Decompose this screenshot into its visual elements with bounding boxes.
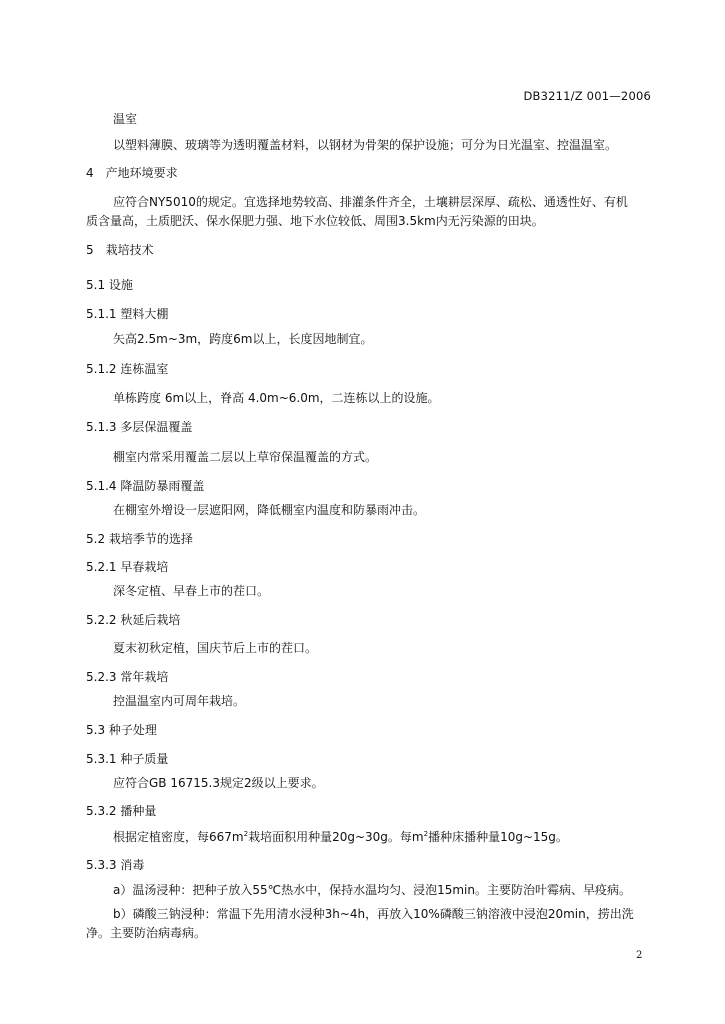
section-5-3-2-heading: 5.3.2 播种量 <box>86 804 157 818</box>
section-5-3-1-heading: 5.3.1 种子质量 <box>86 752 169 766</box>
section-5-heading: 5 栽培技术 <box>86 243 154 257</box>
seeding-rate-part3: 播种床播种量10g~15g。 <box>428 830 568 844</box>
section-5-3-3-item-b-line1: b）磷酸三钠浸种：常温下先用清水浸种3h~4h，再放入10%磷酸三钠溶液中浸泡20min，捞出洗 <box>113 907 634 921</box>
seeding-rate-part1: 根据定植密度，每667m <box>113 830 244 844</box>
section-5-2-3-text: 控温温室内可周年栽培。 <box>113 694 246 708</box>
section-5-2-2-text: 夏末初秋定植，国庆节后上市的茬口。 <box>113 641 318 655</box>
section-5-3-3-heading: 5.3.3 消毒 <box>86 858 145 872</box>
section-5-3-heading: 5.3 种子处理 <box>86 723 157 737</box>
section-5-1-3-heading: 5.1.3 多层保温覆盖 <box>86 420 193 434</box>
term-definition: 以塑料薄膜、玻璃等为透明覆盖材料，以钢材为骨架的保护设施；可分为日光温室、控温温室。 <box>113 138 618 152</box>
section-5-1-1-text: 矢高2.5m~3m，跨度6m以上，长度因地制宜。 <box>113 332 373 346</box>
section-4-paragraph-line2: 质含量高，土质肥沃、保水保肥力强、地下水位较低、周围3.5km内无污染源的田块。 <box>86 214 544 228</box>
section-5-1-4-heading: 5.1.4 降温防暴雨覆盖 <box>86 479 205 493</box>
document-number: DB3211/Z 001—2006 <box>523 89 651 103</box>
section-5-2-2-heading: 5.2.2 秋延后栽培 <box>86 613 181 627</box>
superscript-2: 2 <box>243 830 249 838</box>
section-5-1-1-heading: 5.1.1 塑料大棚 <box>86 307 169 321</box>
section-5-3-2-text <box>113 829 568 845</box>
superscript-2: 2 <box>423 830 429 838</box>
section-5-1-2-heading: 5.1.2 连栋温室 <box>86 362 169 376</box>
section-5-1-4-text: 在棚室外增设一层遮阳网，降低棚室内温度和防暴雨冲击。 <box>113 503 426 517</box>
section-5-2-1-heading: 5.2.1 早春栽培 <box>86 560 169 574</box>
page-number: 2 <box>636 950 643 961</box>
section-5-2-1-text: 深冬定植、早春上市的茬口。 <box>113 584 270 598</box>
section-5-3-3-item-b-line2: 净。主要防治病毒病。 <box>86 926 207 940</box>
section-5-3-1-text: 应符合GB 16715.3规定2级以上要求。 <box>113 776 324 790</box>
section-5-3-3-item-a: a）温汤浸种：把种子放入55℃热水中，保持水温均匀、浸泡15min。主要防治叶霉病、早疫病。 <box>113 883 632 897</box>
section-5-1-3-text: 棚室内常采用覆盖二层以上草帘保温覆盖的方式。 <box>113 450 378 464</box>
section-5-1-2-text: 单栋跨度 6m以上，脊高 4.0m~6.0m，二连栋以上的设施。 <box>113 391 440 405</box>
section-5-2-3-heading: 5.2.3 常年栽培 <box>86 670 169 684</box>
seeding-rate-part2: 栽培面积用种量20g~30g。每m <box>248 830 424 844</box>
section-4-paragraph-line1: 应符合NY5010的规定。宜选择地势较高、排灌条件齐全，土壤耕层深厚、疏松、通透性好、有机 <box>113 195 628 209</box>
section-5-1-heading: 5.1 设施 <box>86 278 133 292</box>
term-title: 温室 <box>113 112 138 126</box>
section-4-heading: 4 产地环境要求 <box>86 166 178 180</box>
section-5-2-heading: 5.2 栽培季节的选择 <box>86 532 193 546</box>
